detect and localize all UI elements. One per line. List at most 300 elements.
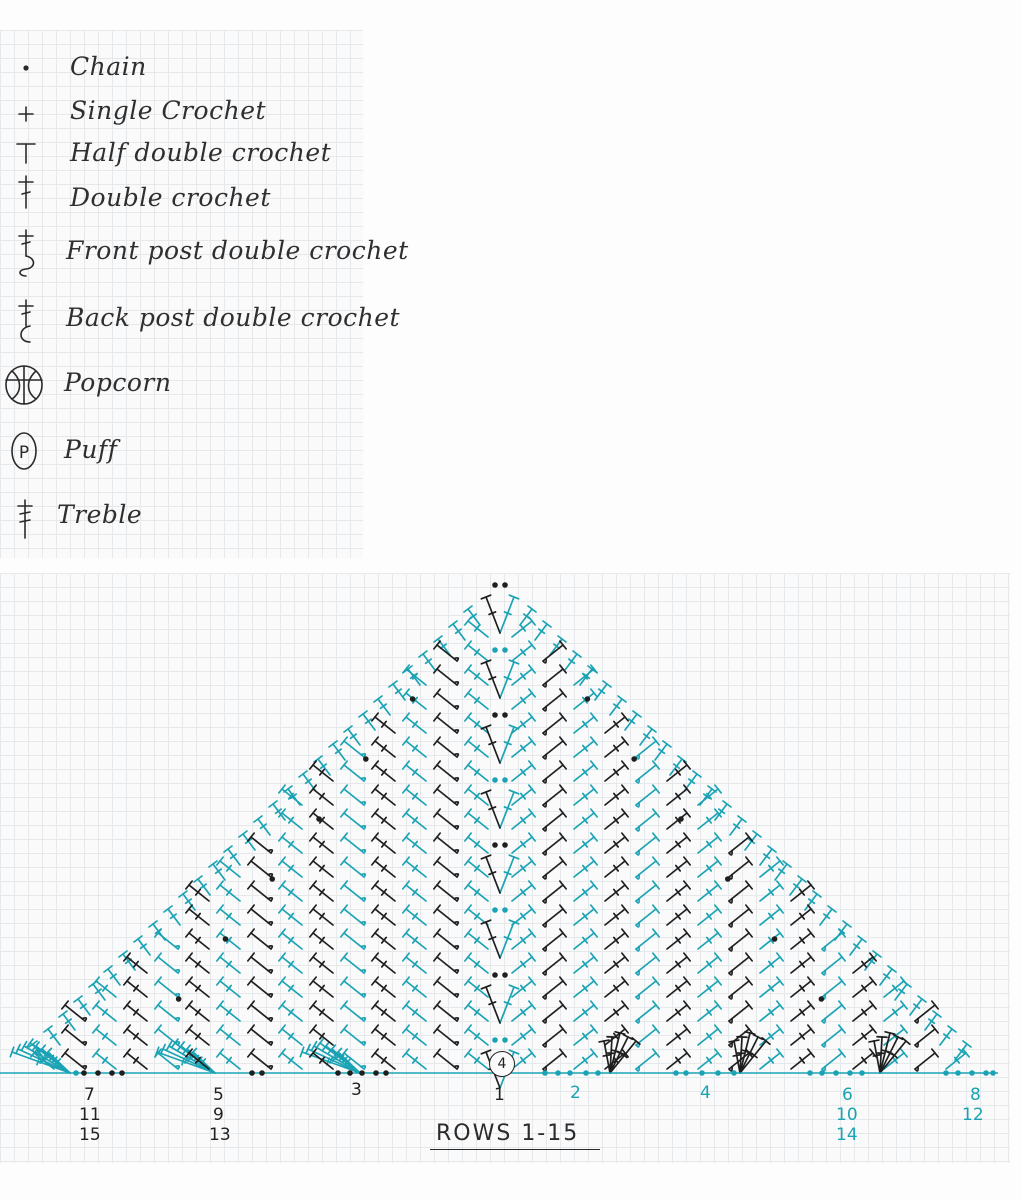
stitch-post xyxy=(453,624,465,640)
chain-dot xyxy=(410,696,416,702)
chain-dot xyxy=(492,582,498,588)
legend-panel xyxy=(0,30,409,558)
stitch-post xyxy=(486,792,500,828)
chain-dot xyxy=(819,996,825,1002)
row-number-5: 5 xyxy=(213,1085,224,1105)
stitch-post xyxy=(667,885,687,901)
stitch-post xyxy=(500,857,514,893)
stitch-post xyxy=(574,765,594,781)
stitch-top xyxy=(149,921,157,927)
stitch-top xyxy=(753,831,761,837)
stitch-post xyxy=(406,861,426,877)
stitch-post xyxy=(375,741,395,757)
stitch-post xyxy=(348,729,360,745)
stitch-post xyxy=(486,662,500,698)
chain-dot xyxy=(673,1070,679,1076)
chain-dot xyxy=(990,1070,996,1076)
chain-dot xyxy=(259,1070,265,1076)
stitch-post xyxy=(512,837,532,853)
legend-label-chain: Chain xyxy=(70,52,147,81)
stitch-post xyxy=(805,894,817,910)
stitch-top xyxy=(134,936,142,942)
stitch-post xyxy=(486,597,500,633)
stitch-post xyxy=(468,789,488,805)
start-marker xyxy=(489,1051,515,1077)
stitch-post xyxy=(667,837,687,853)
stitch-post xyxy=(625,714,637,730)
chain-dot xyxy=(502,647,508,653)
stitch-post xyxy=(468,885,488,901)
chain-dot xyxy=(699,1070,705,1076)
stitch-post xyxy=(574,693,594,709)
stitch-top xyxy=(933,1011,941,1017)
stitch-post xyxy=(605,885,625,901)
stitch-post xyxy=(925,1014,937,1030)
stitch-post xyxy=(605,981,625,997)
stitch-post xyxy=(189,981,209,997)
stitch-post xyxy=(698,1029,718,1045)
chain-dot xyxy=(335,1070,341,1076)
stitch-top xyxy=(543,621,551,627)
stitch-post xyxy=(282,1053,302,1069)
stitch-bar xyxy=(504,612,511,615)
stitch-top xyxy=(269,801,277,807)
stitch-top xyxy=(464,606,472,612)
stitch-post xyxy=(468,957,488,973)
stitch-top xyxy=(329,741,337,747)
stitch-post xyxy=(605,813,625,829)
stitch-post xyxy=(512,957,532,973)
stitch-top xyxy=(374,696,382,702)
stitch-post xyxy=(775,864,787,880)
stitch-post xyxy=(760,909,780,925)
stitch-post xyxy=(574,957,594,973)
stitch-post xyxy=(220,1005,240,1021)
stitch-top xyxy=(693,771,701,777)
stitch-post xyxy=(791,1029,811,1045)
stitch-post xyxy=(605,1005,625,1021)
teal-stitches xyxy=(10,595,971,1088)
stitch-top xyxy=(843,921,851,927)
stitch-post xyxy=(667,909,687,925)
stitch-post xyxy=(853,1005,873,1021)
stitch-top xyxy=(599,1040,609,1042)
stitch-post xyxy=(406,957,426,973)
chain-dot xyxy=(492,842,498,848)
stitch-post xyxy=(610,699,622,715)
stitch-top xyxy=(299,771,307,777)
stitch-post xyxy=(580,669,592,685)
stitch-post xyxy=(363,714,375,730)
stitch-post xyxy=(393,684,405,700)
start-marker-number: 4 xyxy=(497,1056,507,1072)
stitch-post xyxy=(313,933,333,949)
stitch-top xyxy=(903,981,911,987)
legend-label-popcorn: Popcorn xyxy=(64,368,172,397)
stitch-top xyxy=(663,741,671,747)
stitch-post xyxy=(667,1053,687,1069)
stitch-post xyxy=(468,693,488,709)
stitch-top xyxy=(918,996,926,1002)
stitch-post xyxy=(605,861,625,877)
chain-dot xyxy=(119,1070,125,1076)
stitch-top xyxy=(813,891,821,897)
legend-label-back-post-double-crochet: Back post double crochet xyxy=(66,303,401,332)
stitch-post xyxy=(574,885,594,901)
stitch-post xyxy=(605,741,625,757)
stitch-post xyxy=(698,981,718,997)
stitch-top xyxy=(164,906,172,912)
stitch-top xyxy=(317,1039,323,1047)
stitch-top xyxy=(618,696,626,702)
stitch-post xyxy=(500,662,514,698)
stitch-top xyxy=(615,1032,625,1034)
chain-dot xyxy=(502,907,508,913)
chain-dot xyxy=(772,936,778,942)
stitch-top xyxy=(179,891,187,897)
stitch-post xyxy=(468,813,488,829)
stitch-post xyxy=(574,1005,594,1021)
stitch-post xyxy=(375,765,395,781)
stitch-post xyxy=(468,765,488,781)
stitch-top xyxy=(885,1032,895,1034)
stitch-post xyxy=(512,981,532,997)
chain-dot xyxy=(502,842,508,848)
stitch-post xyxy=(406,813,426,829)
chain-dot xyxy=(502,777,508,783)
stitch-post xyxy=(220,957,240,973)
stitch-bar xyxy=(504,937,511,940)
stitch-post xyxy=(138,939,150,955)
stitch-post xyxy=(406,981,426,997)
stitch-post xyxy=(698,1053,718,1069)
stitch-post xyxy=(667,957,687,973)
stitch-top xyxy=(648,726,656,732)
stitch-post xyxy=(791,1053,811,1069)
stitch-post xyxy=(640,729,652,745)
chain-dot xyxy=(943,1070,949,1076)
stitch-post xyxy=(282,1029,302,1045)
stitch-bar xyxy=(504,807,511,810)
stitch-post xyxy=(760,957,780,973)
stitch-post xyxy=(698,813,718,829)
stitch-post xyxy=(468,1005,488,1021)
row-number-14: 14 xyxy=(836,1125,858,1145)
chain-dot xyxy=(492,972,498,978)
stitch-post xyxy=(406,717,426,733)
chain-dot xyxy=(492,712,498,718)
chain-dot xyxy=(176,996,182,1002)
stitch-top xyxy=(708,786,716,792)
stitch-bar xyxy=(489,937,496,940)
chain-dot xyxy=(502,972,508,978)
stitch-post xyxy=(512,1005,532,1021)
chain-dot xyxy=(583,1070,589,1076)
stitch-post xyxy=(791,1005,811,1021)
double-crochet-icon xyxy=(19,176,33,208)
legend-label-treble: Treble xyxy=(57,500,143,529)
front-post-double-crochet-icon xyxy=(19,230,34,276)
stitch-post xyxy=(313,861,333,877)
stitch-post xyxy=(574,1029,594,1045)
row-number-9: 9 xyxy=(213,1105,224,1125)
stitch-top xyxy=(633,711,641,717)
stitch-post xyxy=(468,981,488,997)
row-number-13: 13 xyxy=(209,1125,231,1145)
stitch-post xyxy=(574,741,594,757)
row-number-4: 4 xyxy=(700,1083,711,1103)
stitch-post xyxy=(282,909,302,925)
stitch-post xyxy=(512,1053,532,1069)
stitch-post xyxy=(605,717,625,733)
stitch-post xyxy=(406,765,426,781)
stitch-post xyxy=(698,837,718,853)
chain-dot xyxy=(249,1070,255,1076)
row-number-10: 10 xyxy=(836,1105,858,1125)
row-number-6: 6 xyxy=(842,1085,853,1105)
stitch-post xyxy=(512,789,532,805)
stitch-post xyxy=(243,834,255,850)
stitch-post xyxy=(313,1005,333,1021)
stitch-post xyxy=(282,957,302,973)
stitch-post xyxy=(375,981,395,997)
stitch-post xyxy=(96,1029,116,1045)
stitch-post xyxy=(468,1053,488,1069)
stitch-post xyxy=(655,744,667,760)
stitch-post xyxy=(96,981,116,997)
stitch-top xyxy=(869,1040,879,1042)
stitch-post xyxy=(853,1053,873,1069)
stitch-post xyxy=(500,597,514,633)
stitch-post xyxy=(745,834,757,850)
stitch-top xyxy=(359,711,367,717)
stitch-post xyxy=(282,885,302,901)
stitch-post xyxy=(500,792,514,828)
single-crochet-icon xyxy=(19,107,33,121)
stitch-post xyxy=(486,857,500,893)
stitch-post xyxy=(760,849,772,865)
stitch-post xyxy=(910,999,922,1015)
stitch-top xyxy=(344,726,352,732)
stitch-post xyxy=(282,1005,302,1021)
stitch-post xyxy=(408,669,420,685)
stitch-post xyxy=(406,789,426,805)
chain-dot xyxy=(347,1070,353,1076)
stitch-top xyxy=(768,846,776,852)
stitch-post xyxy=(333,744,345,760)
stitch-top xyxy=(224,846,232,852)
stitch-top xyxy=(44,1026,52,1032)
stitch-post xyxy=(468,669,488,685)
stitch-post xyxy=(313,957,333,973)
stitch-post xyxy=(375,717,395,733)
stitch-post xyxy=(96,1005,116,1021)
stitch-post xyxy=(423,654,435,670)
stitch-post xyxy=(760,1005,780,1021)
stitch-bar xyxy=(733,1055,740,1056)
stitch-top xyxy=(963,1041,971,1047)
stitch-post xyxy=(375,789,395,805)
chain-dot xyxy=(383,1070,389,1076)
stitch-top xyxy=(119,951,127,957)
stitch-post xyxy=(791,885,811,901)
stitch-post xyxy=(127,1053,147,1069)
stitch-top xyxy=(389,681,397,687)
stitch-post xyxy=(375,1029,395,1045)
stitch-post xyxy=(127,957,147,973)
stitch-post xyxy=(313,789,333,805)
chain-dot xyxy=(955,1070,961,1076)
chain-dot xyxy=(373,1070,379,1076)
stitch-top xyxy=(166,1042,171,1051)
half-double-crochet-icon xyxy=(17,144,35,163)
chain-dot xyxy=(316,816,322,822)
stitch-post xyxy=(468,741,488,757)
stitch-post xyxy=(853,981,873,997)
row-number-2: 2 xyxy=(570,1083,581,1103)
stitch-post xyxy=(884,1005,904,1021)
stitch-post xyxy=(574,909,594,925)
stitch-post xyxy=(574,1053,594,1069)
chain-dot xyxy=(502,712,508,718)
stitch-post xyxy=(78,999,90,1015)
stitch-post xyxy=(318,759,330,775)
stitch-post xyxy=(468,933,488,949)
stitch-post xyxy=(512,933,532,949)
chain-dot xyxy=(983,1070,989,1076)
chain-dot xyxy=(847,1070,853,1076)
stitch-post xyxy=(605,837,625,853)
stitch-post xyxy=(406,1029,426,1045)
stitch-top xyxy=(858,936,866,942)
stitch-bar xyxy=(489,677,496,680)
row-number-12: 12 xyxy=(962,1105,984,1125)
stitch-top xyxy=(254,816,262,822)
stitch-post xyxy=(213,864,225,880)
stitch-top xyxy=(783,861,791,867)
stitch-post xyxy=(313,813,333,829)
stitch-post xyxy=(282,837,302,853)
stitch-post xyxy=(468,645,488,661)
chain-dot xyxy=(223,936,229,942)
stitch-post xyxy=(512,1029,532,1045)
stitch-post xyxy=(512,717,532,733)
chain-dot xyxy=(567,1070,573,1076)
stitch-post xyxy=(406,741,426,757)
stitch-post xyxy=(512,693,532,709)
chain-dot xyxy=(585,696,591,702)
stitch-post xyxy=(220,1029,240,1045)
stitch-post xyxy=(667,789,687,805)
stitch-bar xyxy=(489,1002,496,1005)
stitch-post xyxy=(698,933,718,949)
stitch-post xyxy=(406,837,426,853)
stitch-post xyxy=(574,861,594,877)
stitch-top xyxy=(449,621,457,627)
chart-panel xyxy=(0,573,1010,1163)
chain-dot xyxy=(595,1070,601,1076)
row-number-15: 15 xyxy=(79,1125,101,1145)
chain-dot xyxy=(109,1070,115,1076)
chain-dot xyxy=(969,1070,975,1076)
stitch-post xyxy=(375,885,395,901)
chain-dot xyxy=(715,1070,721,1076)
stitch-bar xyxy=(489,742,496,745)
stitch-post xyxy=(574,813,594,829)
stitch-post xyxy=(189,957,209,973)
stitch-post xyxy=(220,861,240,877)
chain-dot xyxy=(269,876,275,882)
stitch-post xyxy=(760,933,780,949)
stitch-post xyxy=(698,861,718,877)
stitch-post xyxy=(667,1005,687,1021)
stitch-bar xyxy=(504,1002,511,1005)
stitch-bar xyxy=(489,807,496,810)
row-number-1: 1 xyxy=(494,1085,505,1105)
stitch-post xyxy=(220,885,240,901)
stitch-post xyxy=(574,789,594,805)
stitch-post xyxy=(667,981,687,997)
stitch-post xyxy=(698,1005,718,1021)
stitch-bar xyxy=(504,677,511,680)
stitch-post xyxy=(468,837,488,853)
stitch-post xyxy=(760,885,780,901)
stitch-post xyxy=(760,861,780,877)
stitch-top xyxy=(738,816,746,822)
chain-dot xyxy=(95,1070,101,1076)
treble-icon xyxy=(18,500,32,538)
stitch-post xyxy=(375,837,395,853)
stitch-post xyxy=(406,1053,426,1069)
stitch-post xyxy=(220,933,240,949)
stitch-post xyxy=(406,693,426,709)
chain-dot xyxy=(678,816,684,822)
stitch-post xyxy=(853,957,873,973)
stitch-post xyxy=(595,684,607,700)
stitch-post xyxy=(375,1053,395,1069)
chain-dot xyxy=(73,1070,79,1076)
chain-dot xyxy=(833,1070,839,1076)
stitch-post xyxy=(375,813,395,829)
row-number-7: 7 xyxy=(84,1085,95,1105)
stitch-top xyxy=(194,876,202,882)
stitch-top xyxy=(828,906,836,912)
stitch-post xyxy=(734,1041,740,1073)
stitch-post xyxy=(108,969,120,985)
stitch-post xyxy=(313,885,333,901)
stitch-post xyxy=(378,699,390,715)
stitch-post xyxy=(500,987,514,1023)
back-post-double-crochet-icon xyxy=(19,300,33,342)
stitch-post xyxy=(667,861,687,877)
stitch-bar xyxy=(489,612,496,615)
chain-dot xyxy=(555,1070,561,1076)
legend-label-puff: Puff xyxy=(64,435,118,464)
stitch-top xyxy=(948,1026,956,1032)
stitch-post xyxy=(189,885,209,901)
stitch-post xyxy=(605,789,625,805)
chart-title-underline xyxy=(430,1149,600,1150)
chain-dot xyxy=(725,876,731,882)
stitch-top xyxy=(877,1037,887,1038)
stitch-post xyxy=(670,759,682,775)
legend-label-single-crochet: Single Crochet xyxy=(70,96,267,125)
stitch-bar xyxy=(504,742,511,745)
stitch-post xyxy=(375,909,395,925)
stitch-post xyxy=(406,1005,426,1021)
chain-dot xyxy=(542,1070,548,1076)
row-number-3: 3 xyxy=(351,1080,362,1100)
